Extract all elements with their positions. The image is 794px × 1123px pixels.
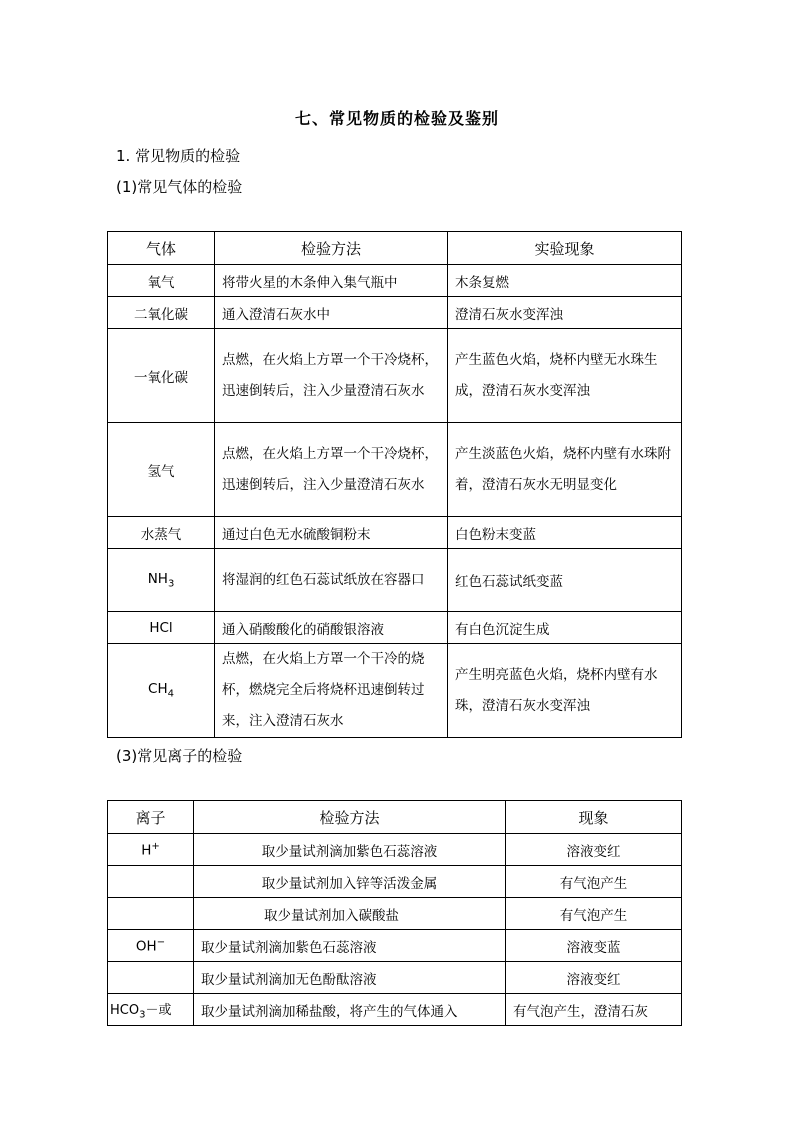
phenomenon-cell: 产生淡蓝色火焰，烧杯内壁有水珠附着，澄清石灰水无明显变化 <box>448 423 682 517</box>
method-cell: 通入硝酸酸化的硝酸银溶液 <box>215 612 448 644</box>
gas-test-table <box>107 231 682 738</box>
phenomenon-cell: 有白色沉淀生成 <box>448 612 682 644</box>
ion-tail: －或 <box>145 1002 172 1018</box>
table-row <box>108 994 682 1026</box>
table-row <box>108 549 682 612</box>
ion-cell <box>108 866 194 898</box>
phenomenon-cell: 有气泡产生 <box>506 898 682 930</box>
method-cell: 取少量试剂滴加紫色石蕊溶液 <box>194 834 506 866</box>
method-cell: 点燃，在火焰上方罩一个干冷烧杯，迅速倒转后，注入少量澄清石灰水 <box>215 329 448 423</box>
phenomenon-cell: 溶液变红 <box>506 834 682 866</box>
header-method: 检验方法 <box>215 232 448 265</box>
gas-cell <box>108 644 215 738</box>
table-header-row <box>108 801 682 834</box>
phenomenon-cell: 有气泡产生 <box>506 866 682 898</box>
ion-charge: − <box>156 936 166 948</box>
table-row <box>108 866 682 898</box>
section-subheading-ions: (3)常见离子的检验 <box>116 747 243 765</box>
header-gas: 气体 <box>108 232 215 265</box>
header-phenomenon: 现象 <box>506 801 682 834</box>
table-row <box>108 834 682 866</box>
header-phenomenon: 实验现象 <box>448 232 682 265</box>
table-row <box>108 265 682 297</box>
ion-charge: + <box>151 840 160 852</box>
phenomenon-cell: 木条复燃 <box>448 265 682 297</box>
method-cell: 取少量试剂滴加紫色石蕊溶液 <box>194 930 506 962</box>
gas-cell: 二氧化碳 <box>108 297 215 329</box>
phenomenon-cell: 溶液变蓝 <box>506 930 682 962</box>
table-row <box>108 517 682 549</box>
method-cell: 取少量试剂滴加无色酚酞溶液 <box>194 962 506 994</box>
method-cell: 点燃，在火焰上方罩一个干冷烧杯，迅速倒转后，注入少量澄清石灰水 <box>215 423 448 517</box>
method-cell: 取少量试剂加入锌等活泼金属 <box>194 866 506 898</box>
ion-cell <box>108 994 194 1026</box>
formula-subscript: 3 <box>167 578 175 590</box>
ion-subscript: 3 <box>139 1009 146 1021</box>
table-row <box>108 962 682 994</box>
formula-base: CH <box>148 681 168 698</box>
ion-cell <box>108 834 194 866</box>
ion-cell <box>108 930 194 962</box>
phenomenon-cell: 产生明亮蓝色火焰，烧杯内壁有水珠，澄清石灰水变浑浊 <box>448 644 682 738</box>
phenomenon-cell: 溶液变红 <box>506 962 682 994</box>
phenomenon-cell: 有气泡产生，澄清石灰 <box>506 994 682 1026</box>
gas-cell: HCl <box>108 612 215 644</box>
phenomenon-cell: 红色石蕊试纸变蓝 <box>448 549 682 612</box>
phenomenon-cell: 澄清石灰水变浑浊 <box>448 297 682 329</box>
formula-base: NH <box>147 570 168 587</box>
table-row <box>108 644 682 738</box>
table-row <box>108 297 682 329</box>
formula-subscript: 4 <box>167 688 174 700</box>
gas-cell: 水蒸气 <box>108 517 215 549</box>
gas-cell <box>108 549 215 612</box>
method-cell: 通过白色无水硫酸铜粉末 <box>215 517 448 549</box>
ion-base: HCO <box>110 1002 140 1018</box>
method-cell: 取少量试剂滴加稀盐酸，将产生的气体通入 <box>194 994 506 1026</box>
table-row <box>108 423 682 517</box>
section-subheading-gases: (1)常见气体的检验 <box>116 178 243 196</box>
table-row <box>108 612 682 644</box>
method-cell: 将带火星的木条伸入集气瓶中 <box>215 265 448 297</box>
header-ion: 离子 <box>108 801 194 834</box>
table-row <box>108 930 682 962</box>
section-heading-1: 1. 常见物质的检验 <box>116 147 241 165</box>
gas-cell: 氢气 <box>108 423 215 517</box>
header-method: 检验方法 <box>194 801 506 834</box>
gas-cell: 一氧化碳 <box>108 329 215 423</box>
phenomenon-cell: 白色粉末变蓝 <box>448 517 682 549</box>
ion-test-table <box>107 800 682 1026</box>
ion-cell <box>108 898 194 930</box>
ion-cell <box>108 962 194 994</box>
method-cell: 点燃，在火焰上方罩一个干冷的烧杯，燃烧完全后将烧杯迅速倒转过来，注入澄清石灰水 <box>215 644 448 738</box>
table-row <box>108 898 682 930</box>
phenomenon-cell: 产生蓝色火焰，烧杯内壁无水珠生成，澄清石灰水变浑浊 <box>448 329 682 423</box>
method-cell: 将湿润的红色石蕊试纸放在容器口 <box>215 549 448 612</box>
method-cell: 通入澄清石灰水中 <box>215 297 448 329</box>
ion-base: OH <box>135 938 157 955</box>
page-title: 七、常见物质的检验及鉴别 <box>294 109 499 128</box>
ion-base: H <box>141 842 152 859</box>
table-header-row <box>108 232 682 265</box>
table-row <box>108 329 682 423</box>
gas-cell: 氧气 <box>108 265 215 297</box>
method-cell: 取少量试剂加入碳酸盐 <box>194 898 506 930</box>
